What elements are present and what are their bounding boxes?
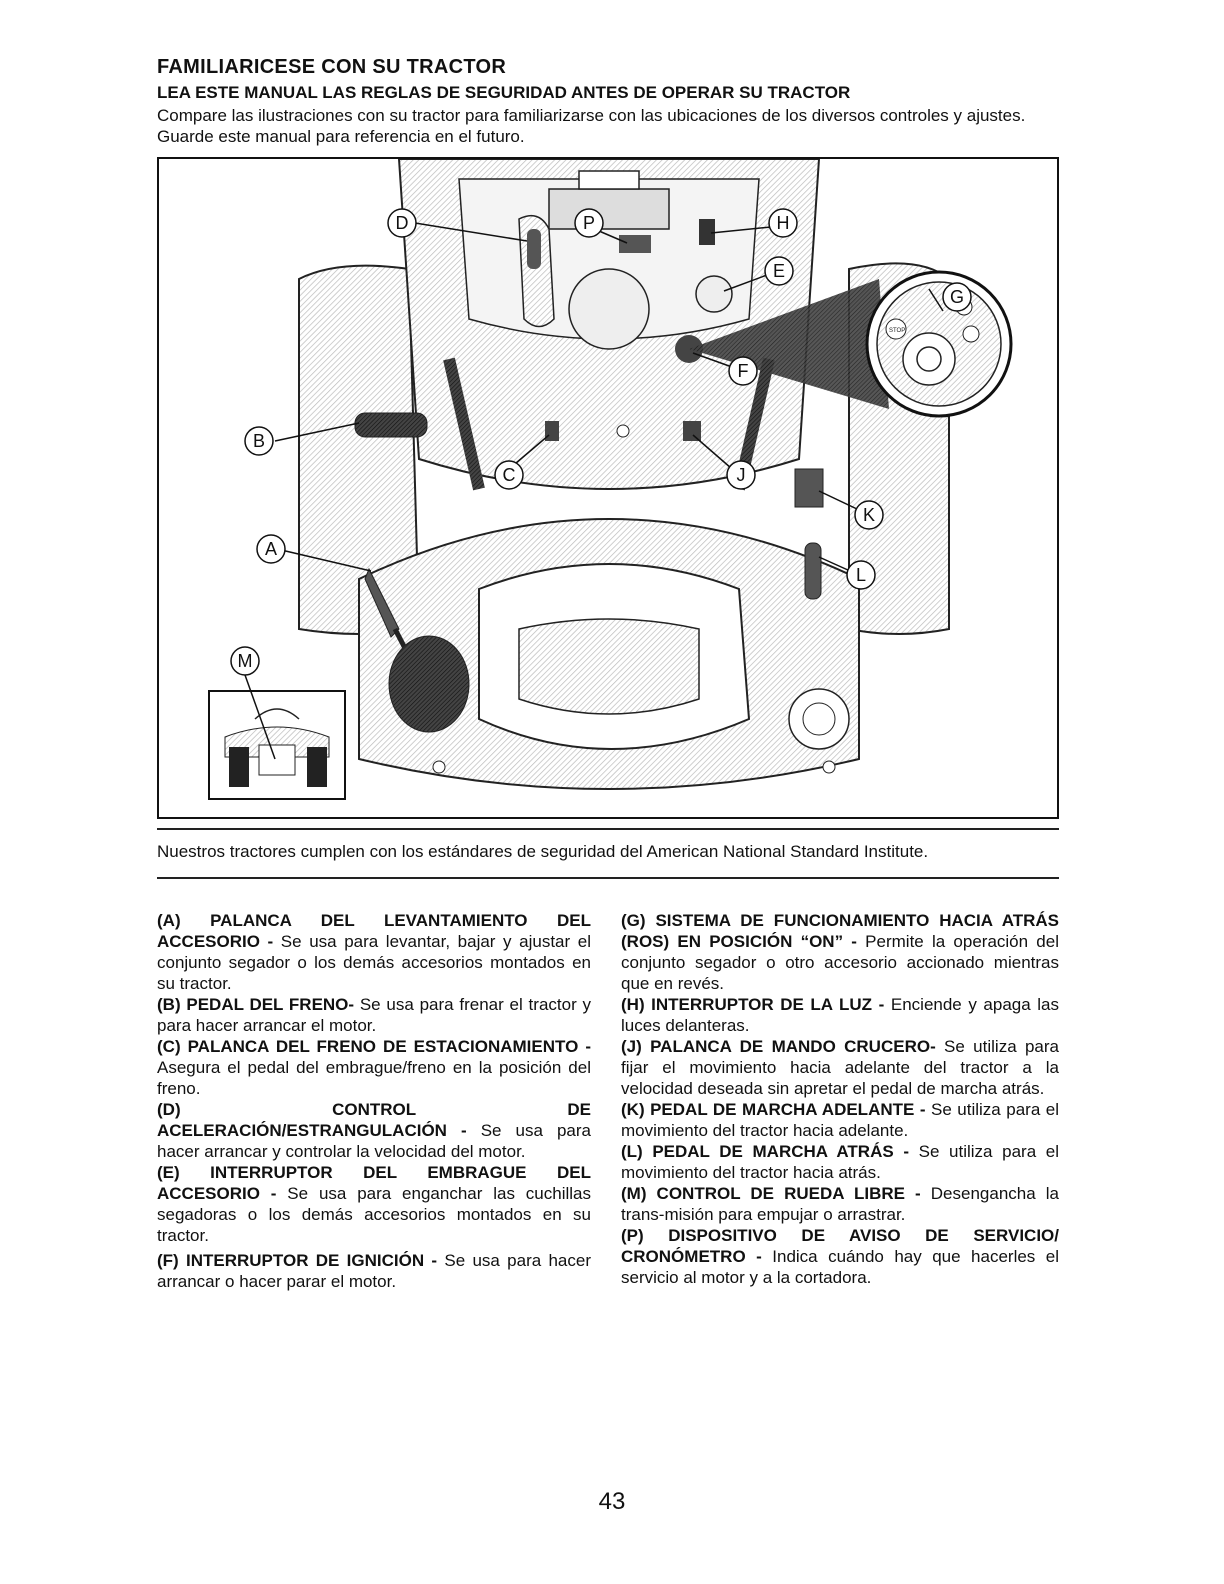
callout-b: B — [252, 431, 266, 451]
callout-e: E — [772, 261, 786, 281]
item-h-text: Enciende y apaga las luces delanteras. — [621, 995, 1059, 1035]
controls-list-left — [157, 910, 591, 1292]
item-l — [621, 1141, 1059, 1183]
item-k-heading: (K) PEDAL DE MARCHA ADELANTE - — [621, 1100, 926, 1119]
page-number: 43 — [598, 1488, 626, 1515]
standards-note: Nuestros tractores cumplen con los estándares de seguridad del American National Standard Institute. — [157, 842, 929, 861]
callout-c: C — [502, 465, 516, 485]
item-k-text: Se utiliza para el movimiento del tractor hacia adelante. — [621, 1100, 1060, 1140]
item-g-text: Permite la operación del conjunto segador o otro accesorio accionado mientras que en revés. — [621, 932, 1059, 993]
item-j-heading: (J) PALANCA DE MANDO CRUCERO- — [621, 1037, 936, 1056]
item-e — [157, 1162, 591, 1246]
item-g — [621, 910, 1059, 994]
item-a — [157, 910, 591, 994]
item-c — [157, 1036, 591, 1099]
item-c-heading: (C) PALANCA DEL FRENO DE ESTACIONAMIENTO - — [157, 1037, 591, 1056]
item-g-heading: (G) SISTEMA DE FUNCIONAMIENTO HACIA ATRÁS (ROS) EN POSICIÓN “ON” - — [621, 911, 1059, 951]
item-l-heading: (L) PEDAL DE MARCHA ATRÁS - — [621, 1142, 909, 1161]
item-e-text: Se usa para enganchar las cuchillas segadoras o los demás accesorios montados en su tractor. — [157, 1184, 592, 1245]
divider-top — [157, 828, 1059, 830]
item-d — [157, 1099, 591, 1162]
item-b-heading: (B) PEDAL DEL FRENO- — [157, 995, 355, 1014]
intro-paragraph: Compare las ilustraciones con su tractor para familiarizarse con las ubicaciones de los diversos controles y ajustes. Guarde este manual para referencia en el futuro. — [157, 106, 1026, 146]
item-k — [621, 1099, 1059, 1141]
callout-p: P — [582, 213, 596, 233]
item-m — [621, 1183, 1059, 1225]
callout-f: F — [737, 361, 749, 381]
item-h-heading: (H) INTERRUPTOR DE LA LUZ - — [621, 995, 885, 1014]
item-f-text: Se usa para hacer arrancar o hacer parar el motor. — [157, 1251, 591, 1291]
item-l-text: Se utiliza para el movimiento del tractor hacia atrás. — [621, 1142, 1060, 1182]
item-c-text: Asegura el pedal del embrague/freno en la posición del freno. — [157, 1058, 591, 1098]
safety-subtitle: LEA ESTE MANUAL LAS REGLAS DE SEGURIDAD ANTES DE OPERAR SU TRACTOR — [157, 83, 851, 102]
item-m-heading: (M) CONTROL DE RUEDA LIBRE - — [621, 1184, 921, 1203]
item-a-text: Se usa para levantar, bajar y ajustar el conjunto segador o los demás accesorios montados en su tractor. — [157, 932, 591, 993]
item-m-text: Desengancha la trans-misión para empujar o arrastrar. — [621, 1184, 1059, 1224]
callout-a: A — [264, 539, 278, 559]
controls-list-right — [621, 910, 1059, 1288]
item-b — [157, 994, 591, 1036]
item-e-heading: (E) INTERRUPTOR DEL EMBRAGUE DEL ACCESORIO - — [157, 1163, 591, 1203]
item-f-heading: (F) INTERRUPTOR DE IGNICIÓN - — [157, 1251, 438, 1270]
item-d-heading: (D) CONTROL DE ACELERACIÓN/ESTRANGULACIÓN - — [157, 1100, 591, 1140]
item-d-text: Se usa para hacer arrancar y controlar la velocidad del motor. — [157, 1121, 591, 1161]
item-p-heading: (P) DISPOSITIVO DE AVISO DE SERVICIO/ CRONÓMETRO - — [621, 1226, 1059, 1266]
callout-m: M — [237, 651, 253, 671]
item-f — [157, 1250, 591, 1292]
tractor-controls-illustration — [157, 157, 1059, 819]
item-h — [621, 994, 1059, 1036]
item-b-text: Se usa para frenar el tractor y para hacer arrancar el motor. — [157, 995, 592, 1035]
callout-g: G — [949, 287, 965, 307]
item-a-heading: (A) PALANCA DEL LEVANTAMIENTO DEL ACCESORIO - — [157, 911, 591, 951]
callout-j: J — [736, 465, 746, 485]
item-j-text: Se utiliza para fijar el movimiento hacia adelante del tractor a la velocidad deseada sin apretar el pedal de marcha atrás. — [621, 1037, 1059, 1098]
item-j — [621, 1036, 1059, 1099]
divider-bottom — [157, 877, 1059, 879]
callout-d: D — [395, 213, 409, 233]
item-p — [621, 1225, 1059, 1288]
callout-h: H — [776, 213, 790, 233]
ignition-stop-label: STOP — [889, 328, 906, 334]
callout-k: K — [862, 505, 876, 525]
page-title: FAMILIARICESE CON SU TRACTOR — [157, 56, 507, 78]
callout-l: L — [855, 565, 867, 585]
item-p-text: Indica cuándo hay que hacerles el servicio al motor y a la cortadora. — [621, 1247, 1059, 1287]
